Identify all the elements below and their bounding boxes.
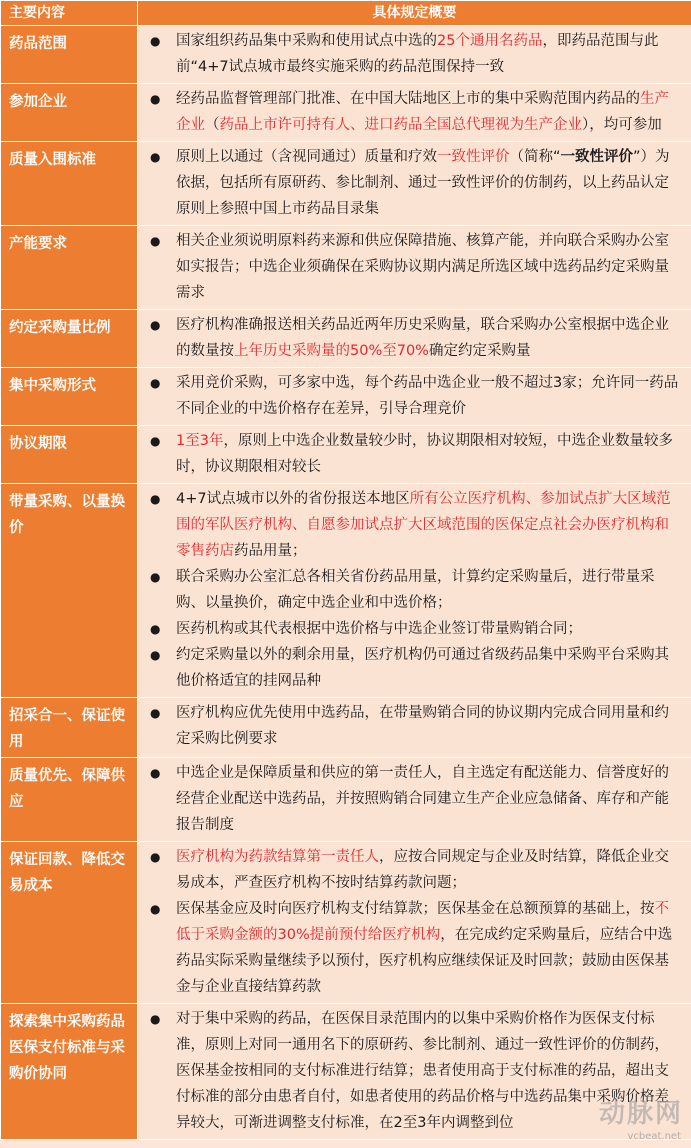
row-label: 保证回款、降低交易成本 — [1, 842, 138, 1004]
bullet-icon: ● — [150, 850, 161, 864]
highlighted-text: 医疗机构为药款结算第一责任人 — [176, 849, 379, 865]
row-label: 药品范围 — [1, 26, 138, 84]
watermark-url: vcbeat.net — [627, 1131, 681, 1142]
list-item — [146, 642, 683, 694]
bullet-list — [146, 844, 683, 1000]
watermark-logo: 动脉网 — [598, 1099, 683, 1129]
list-item — [146, 700, 683, 752]
list-item — [146, 370, 683, 422]
row-content — [138, 698, 691, 758]
bullet-list — [146, 370, 683, 422]
table-row — [1, 368, 691, 426]
header-main-content: 主要内容 — [1, 1, 138, 26]
bullet-list — [146, 700, 683, 752]
list-item — [146, 760, 683, 838]
text-segment: ），均可参加 — [582, 117, 662, 133]
row-label: 带量采购、以量换价 — [1, 484, 138, 698]
bullet-icon: ● — [150, 492, 161, 506]
text-segment: 医药机构或其代表根据中选价格与中选企业签订带量购销合同； — [176, 621, 582, 637]
text-segment: 中选企业是保障质量和供应的第一责任人，自主选定有配送能力、信誉度好的经营企业配送中选药品，并按照购销合同建立生产企业应急储备、库存和产能报告制度 — [176, 765, 669, 833]
row-content — [138, 142, 691, 226]
list-item — [146, 144, 683, 222]
watermark — [563, 1100, 683, 1142]
text-segment: （简称“ — [509, 149, 561, 165]
text-segment: 联合采购办公室汇总各相关省份药品用量，计算约定采购量后，进行带量采购、以量换价，确定中选企业和中选价格； — [176, 569, 655, 611]
text-segment: （ — [205, 117, 220, 133]
text-segment: 医疗机构应优先使用中选药品，在带量购销合同的协议期内完成合同用量和约定采购比例要求 — [176, 705, 669, 747]
bullet-icon: ● — [150, 376, 161, 390]
table-body — [1, 26, 691, 1140]
list-item — [146, 486, 683, 564]
bullet-icon: ● — [150, 570, 161, 584]
table-row — [1, 226, 691, 310]
text-segment: 国家组织药品集中采购和使用试点中选的 — [176, 33, 437, 49]
bullet-icon: ● — [150, 1012, 161, 1026]
row-content — [138, 484, 691, 698]
row-content — [138, 758, 691, 842]
list-item — [146, 228, 683, 306]
table-row — [1, 758, 691, 842]
table-row — [1, 142, 691, 226]
row-content — [138, 84, 691, 142]
text-segment: 相关企业须说明原料药来源和供应保障措施、核算产能，并向联合采购办公室如实报告；中选企业须确保在采购协议期内满足所选区域中选药品约定采购量需求 — [176, 233, 669, 301]
highlighted-text: 1至3年 — [176, 433, 224, 449]
text-segment: 一致性评价 — [560, 149, 634, 165]
list-item — [146, 428, 683, 480]
list-item — [146, 312, 683, 364]
row-label: 探索集中采购药品医保支付标准与采购价协同 — [1, 1004, 138, 1140]
highlighted-text: 一致性评价 — [437, 149, 510, 165]
text-segment: 经药品监督管理部门批准、在中国大陆地区上市的集中采购范围内药品的 — [176, 91, 640, 107]
highlighted-text: 药品上市许可持有人、进口药品全国总代理视为生产企业 — [219, 117, 582, 133]
highlighted-text: 不低于采购金额的30%提前预付给医疗机构 — [176, 901, 669, 943]
bullet-list — [146, 28, 683, 80]
list-item — [146, 564, 683, 616]
list-item — [146, 616, 683, 642]
row-label: 产能要求 — [1, 226, 138, 310]
text-segment: 确定约定采购量 — [428, 343, 531, 359]
header-summary: 具体规定概要 — [138, 1, 691, 26]
text-segment: 原则上以通过（含视同通过）质量和疗效 — [176, 149, 437, 165]
bullet-icon: ● — [150, 766, 161, 780]
bullet-list — [146, 86, 683, 138]
bullet-icon: ● — [150, 706, 161, 720]
row-label: 参加企业 — [1, 84, 138, 142]
highlighted-text: 所有公立医疗机构、参加试点扩大区域范围的军队医疗机构、自愿参加试点扩大区域范围的医保定点社会办医疗机构和零售药店 — [176, 491, 671, 559]
bullet-list — [146, 228, 683, 306]
table-row — [1, 698, 691, 758]
text-segment: 对于集中采购的药品，在医保目录范围内的以集中采购价格作为医保支付标准，原则上对同一通用名下的原研药、参比制剂、通过一致性评价的仿制药，医保基金按相同的支付标准进行结算；患者使用高于支付标准的药品，超出支付标准的部分由患者自付，如患者使用的药品价格与中选药品集中采购价格差异较大，可渐进调整支付标准，在2至3年内调整到位 — [176, 1011, 669, 1131]
table-row — [1, 842, 691, 1004]
bullet-list — [146, 144, 683, 222]
bullet-icon: ● — [150, 434, 161, 448]
row-content — [138, 426, 691, 484]
text-segment: ，应按合同规定与企业及时结算，降低企业交易成本，严查医疗机构不按时结算药款问题； — [176, 849, 669, 891]
table-row — [1, 310, 691, 368]
bullet-list — [146, 486, 683, 694]
row-label: 协议期限 — [1, 426, 138, 484]
row-label: 质量入围标准 — [1, 142, 138, 226]
highlighted-text: 生产企业 — [176, 91, 669, 133]
bullet-icon: ● — [150, 92, 161, 106]
table-row — [1, 484, 691, 698]
bullet-icon: ● — [150, 234, 161, 248]
text-segment: ，在完成约定采购量后，应结合中选药品实际采购量继续予以预付，医疗机构应继续保证及时回款；鼓励由医保基金与企业直接结算药款 — [176, 927, 673, 995]
row-content — [138, 26, 691, 84]
row-label: 质量优先、保障供应 — [1, 758, 138, 842]
text-segment: 约定采购量以外的剩余用量，医疗机构仍可通过省级药品集中采购平台采购其他价格适宜的挂网品种 — [176, 647, 669, 689]
bullet-list — [146, 312, 683, 364]
bullet-icon: ● — [150, 318, 161, 332]
bullet-icon: ● — [150, 622, 161, 636]
table-row — [1, 426, 691, 484]
text-segment: ，原则上中选企业数量较少时，协议期限相对较短，中选企业数量较多时，协议期限相对较长 — [176, 433, 673, 475]
text-segment: 医保基金应及时向医疗机构支付结算款；医保基金在总额预算的基础上，按 — [176, 901, 655, 917]
row-label: 约定采购量比例 — [1, 310, 138, 368]
row-label: 集中采购形式 — [1, 368, 138, 426]
text-segment: 采用竞价采购，可多家中选，每个药品中选企业一般不超过3家；允许同一药品不同企业的中选价格存在差异，引导合理竞价 — [176, 375, 679, 417]
text-segment: 药品用量； — [234, 543, 307, 559]
highlighted-text: 上年历史采购量的50%至70% — [234, 343, 429, 359]
row-label: 招采合一、保证使用 — [1, 698, 138, 758]
row-content — [138, 368, 691, 426]
bullet-icon: ● — [150, 34, 161, 48]
row-content — [138, 226, 691, 310]
bullet-list — [146, 428, 683, 480]
table-row — [1, 26, 691, 84]
row-content — [138, 310, 691, 368]
text-segment: 4+7试点城市以外的省份报送本地区 — [176, 491, 410, 507]
text-segment: ”）为依据，包括所有原研药、参比制剂、通过一致性评价的仿制药，以上药品认定原则上参照中国上市药品目录集 — [176, 149, 670, 217]
bullet-icon: ● — [150, 902, 161, 916]
header-row — [1, 1, 691, 26]
bullet-list — [146, 760, 683, 838]
list-item — [146, 844, 683, 896]
list-item — [146, 28, 683, 80]
highlighted-text: 25个通用名药品 — [437, 33, 543, 49]
text-segment: ，即药品范围与此前“4+7试点城市最终实施采购的药品范围保持一致 — [176, 33, 659, 75]
list-item — [146, 86, 683, 138]
text-segment: 医疗机构准确报送相关药品近两年历史采购量，联合采购办公室根据中选企业的数量按 — [176, 317, 669, 359]
bullet-icon: ● — [150, 648, 161, 662]
row-content — [138, 842, 691, 1004]
bullet-icon: ● — [150, 150, 161, 164]
list-item — [146, 896, 683, 1000]
table-row — [1, 84, 691, 142]
